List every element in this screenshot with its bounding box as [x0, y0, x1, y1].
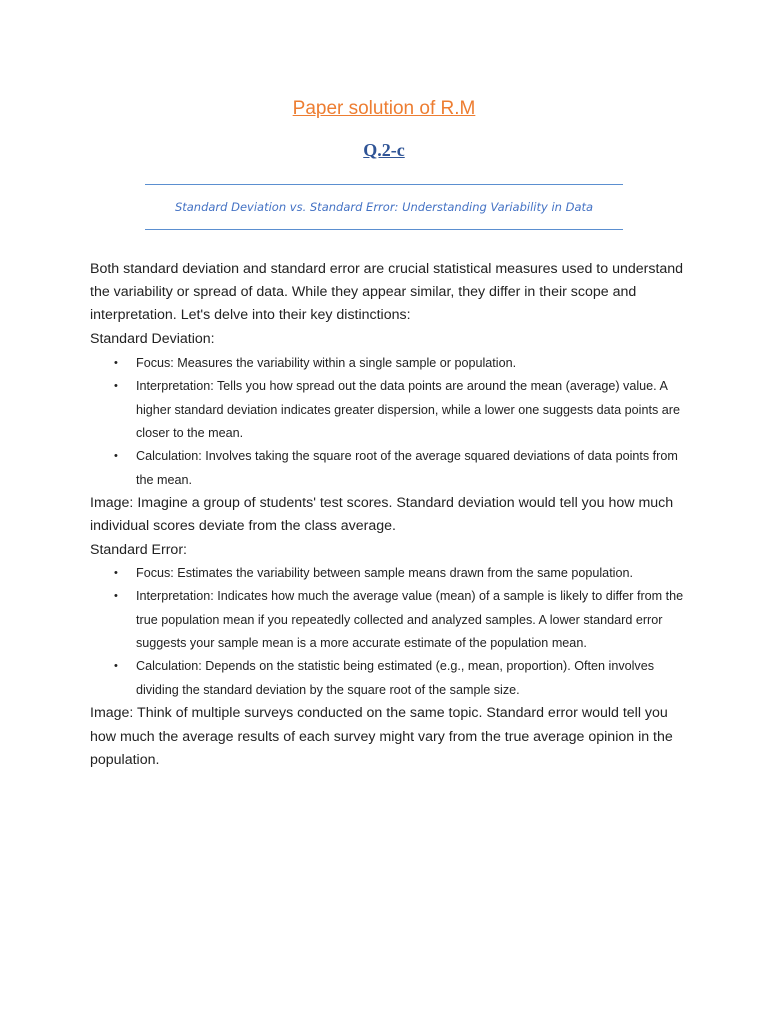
subtitle-top-rule — [145, 184, 623, 185]
bullet-icon: • — [114, 356, 118, 369]
bullet-icon: • — [114, 380, 118, 393]
bullet-icon: • — [114, 660, 118, 673]
section-heading-standard-error: Standard Error: — [90, 541, 187, 558]
document-body — [90, 258, 690, 772]
list-item-text: Calculation: Depends on the statistic being estimated (e.g., mean, proportion). Often involves dividing the standard deviation by the square root of the sample size. — [136, 659, 655, 697]
list-item-text: Interpretation: Indicates how much the average value (mean) of a sample is likely to differ from the true population mean if you repeatedly collected and analyzed samples. A lower standard error suggests your sample mean is a more accurate estimate of the population mean. — [136, 589, 684, 651]
section-heading-standard-deviation: Standard Deviation: — [90, 330, 215, 347]
list-item — [114, 375, 690, 445]
list-item — [114, 655, 690, 702]
intro-paragraph: Both standard deviation and standard error are crucial statistical measures used to understand the variability or spread of data. While they appear similar, they differ in their scope and interpretation. Let's delve into their key distinctions: — [90, 261, 684, 324]
list-item — [114, 352, 690, 375]
standard-deviation-image-paragraph: Image: Imagine a group of students' test scores. Standard deviation would tell you how much individual scores deviate from the class average. — [90, 495, 674, 535]
list-item-text: Calculation: Involves taking the square root of the average squared deviations of data points from the mean. — [136, 449, 678, 487]
list-item — [114, 445, 690, 492]
subtitle-bottom-rule — [145, 229, 623, 230]
bullet-icon: • — [114, 590, 118, 603]
list-item — [114, 562, 690, 585]
bullet-icon: • — [114, 566, 118, 579]
standard-error-image-paragraph: Image: Think of multiple surveys conducted on the same topic. Standard error would tell you how much the average results of each survey might vary from the true average opinion in the population. — [90, 705, 673, 768]
page-title: Paper solution of R.M — [292, 98, 476, 119]
subtitle: Standard Deviation vs. Standard Error: Understanding Variability in Data — [174, 200, 594, 214]
question-number: Q.2-c — [363, 140, 405, 160]
standard-deviation-bullet-list — [90, 351, 690, 492]
list-item-text: Interpretation: Tells you how spread out the data points are around the mean (average) value. A higher standard deviation indicates greater dispersion, while a lower one suggests data points are closer to the mean. — [136, 379, 680, 441]
list-item-text: Focus: Measures the variability within a single sample or population. — [136, 355, 517, 370]
list-item — [114, 585, 690, 655]
bullet-icon: • — [114, 450, 118, 463]
standard-error-bullet-list — [90, 562, 690, 702]
list-item-text: Focus: Estimates the variability between sample means drawn from the same population. — [136, 565, 633, 580]
